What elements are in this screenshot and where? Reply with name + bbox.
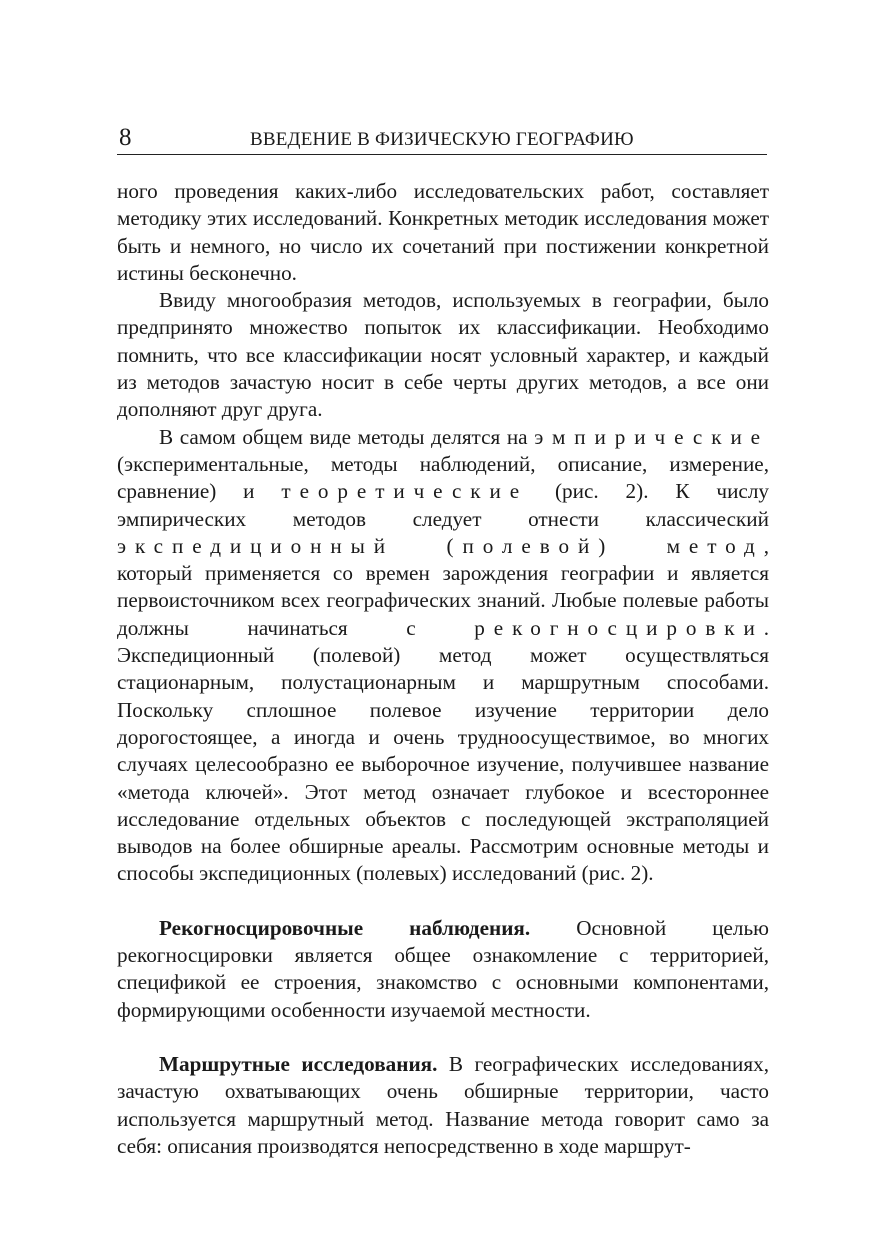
emphasis-theoretical: теоретические: [281, 479, 529, 504]
text-segment: В географических исследованиях, зачастую охватывающих очень обширные территории, часто используется маршрутный метод. Название метода говорит само за себя: описания производятся непосредственно в ходе маршрут-: [117, 1051, 769, 1158]
paragraph-route-research: [117, 1051, 769, 1160]
text-segment: . Экспедиционный (полевой) метод может осуществляться стационарным, полустационарным и маршрутным способами. Поскольку сплошное полевое изучение территории дело дорогостоящее, а иногда и очень трудноосуществимое, во многих случаях целесообразно ее выборочное изучение, получившее название «метода ключей». Этот метод означает глубокое и всестороннее исследование отдельных объектов с последующей экстраполяцией выводов на более обширные ареалы. Рассмотрим основные методы и способы экспедиционных (полевых) исследований (рис. 2).: [117, 615, 769, 886]
text-segment: В самом общем виде методы делятся на: [159, 424, 535, 449]
emphasis-empirical: эмпирические: [534, 424, 769, 449]
paragraph-reconnaissance: [117, 915, 769, 1024]
paragraph-method-types: [117, 424, 769, 888]
emphasis-expedition-method: экспедиционный (полевой) метод: [117, 533, 764, 558]
section-heading-route-research: Маршрутные исследования.: [159, 1051, 438, 1076]
text-segment: , который применяется со времен зарождения географии и является первоисточником всех географических знаний. Любые полевые работы должны начинаться с: [117, 533, 769, 640]
section-heading-reconnaissance: Рекогносцировочные наблюдения.: [159, 915, 531, 940]
body-text: [117, 178, 769, 1160]
paragraph-continuation: ного проведения каких-либо исследовательских работ, составляет методику этих исследований. Конкретных методик исследования может быть и немного, но число их сочетаний при постижении конкретной истины бесконечно.: [117, 179, 769, 285]
text-segment: (рис. 2). К числу эмпирических методов следует отнести классический: [117, 479, 769, 531]
page-number: 8: [119, 124, 132, 151]
emphasis-reconnaissance: рекогносцировки: [474, 615, 764, 640]
paragraph-classification: Ввиду многообразия методов, используемых в географии, было предпринято множество попыток их классификации. Необходимо помнить, что все классификации носят условный характер, и каждый из методов зачастую носит в себе черты других методов, а все они дополняют друг друга.: [117, 288, 769, 422]
running-title: ВВЕДЕНИЕ В ФИЗИЧЕСКУЮ ГЕОГРАФИЮ: [250, 129, 634, 150]
text-segment: (экспериментальные, методы наблюдений, описание, измерение, сравнение) и: [117, 451, 769, 504]
text-segment: Основной целью рекогносцировки является общее ознакомление с территорией, спецификой ее строения, знакомство с основными компонентами, формирующими особенности изучаемой местности.: [117, 915, 769, 1022]
page-header: [117, 124, 767, 155]
